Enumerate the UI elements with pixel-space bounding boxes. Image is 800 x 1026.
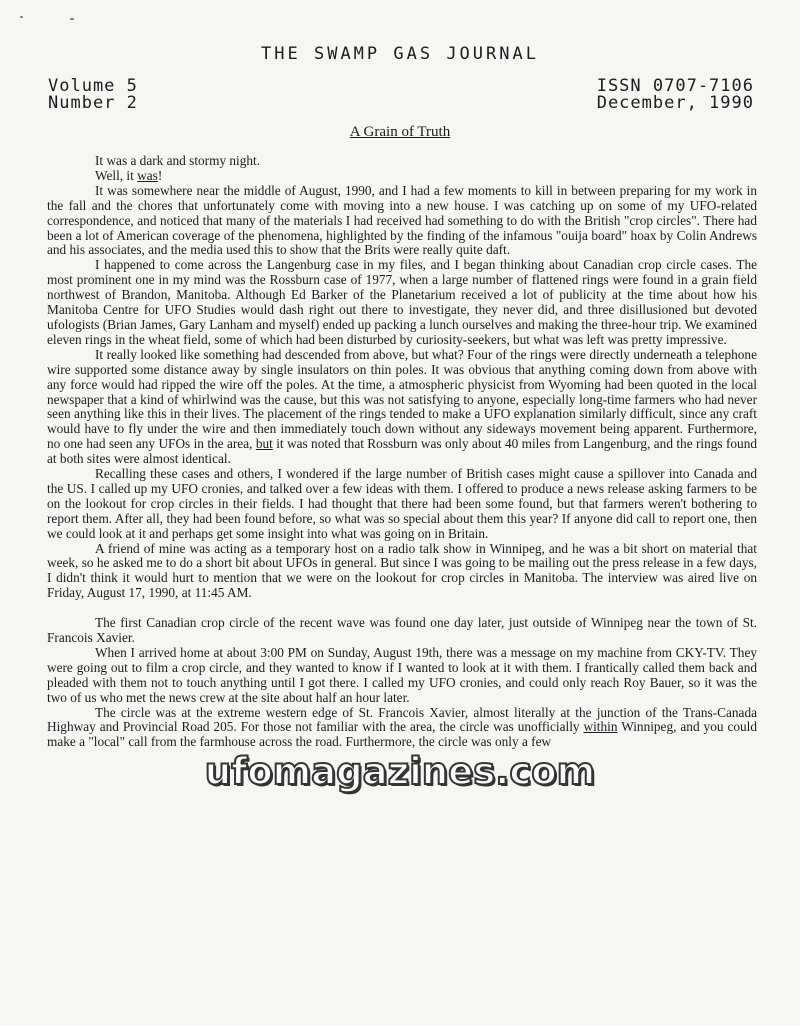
volume-number-block <box>48 78 138 112</box>
paragraph: It was a dark and stormy night. <box>95 153 261 168</box>
journal-masthead: THE SWAMP GAS JOURNAL <box>261 44 539 64</box>
volume-label: Volume 5 <box>48 76 138 96</box>
paragraph: The circle was at the extreme western edge of St. Francois Xavier, almost literally at the junction of the Trans-Canada Highway and Provincial Road 205. For those not familiar with the area, the circle was unofficially within Winnipeg, and you could make a "local" call from the farmhouse across the road. Furthermore, the circle was only a few <box>47 704 757 750</box>
paragraph: I happened to come across the Langenburg case in my files, and I began thinking about Canadian crop circle cases. The most prominent one in my mind was the Rossburn case of 1977, when a large number of flattened rings were found in a grain field northwest of Brandon, Manitoba. Although Ed Barker of the Planetarium received a lot of publicity at the time about how his Manitoba Centre for UFO Studies would dash right out there to investigate, they never did, and three disillusioned but devoted ufologists (Brian James, Gary Lanham and myself) ended up packing a lunch ourselves and making the three-hour trip. We examined eleven rings in the wheat field, some of which had been disturbed by curiosity-seekers, but what was left was pretty impressive. <box>47 257 757 347</box>
paragraph: The first Canadian crop circle of the recent wave was found one day later, just outside of Winnipeg near the town of St. Francois Xavier. <box>47 615 757 645</box>
issue-date: December, 1990 <box>596 93 754 113</box>
underlined-word: was <box>137 167 158 183</box>
paragraph: It was somewhere near the middle of August, 1990, and I had a few moments to kill in between preparing for my work in the fall and the chores that unfortunately come with moving into a new house. I was catching up on some of my UFO-related correspondence, and noticed that many of the materials I had received had something to do with the British "crop circles". There had been a lot of American coverage of the phenomena, highlighted by the finding of the infamous "ouija board" hoax by Colin Andrews and his associates, and the media used this to show that the Brits were really quite daft. <box>47 182 757 258</box>
article-title: A Grain of Truth <box>349 124 451 140</box>
number-label: Number 2 <box>48 93 138 113</box>
underlined-word: but <box>255 436 273 452</box>
underlined-word: within <box>583 719 618 735</box>
paragraph: Recalling these cases and others, I wondered if the large number of British cases might cause a spillover into Canada and the US. I called up my UFO cronies, and talked over a few ideas with them. I offered to produce a news release asking farmers to be on the lookout for crop circles in their fields. I had thought that there had been some found, but that farmers weren't bothering to report them. After all, they had been found before, so what was so special about them this year? If anyone did call to report one, then we could look at it and perhaps get some insight into what was going on in Britain. <box>47 466 757 541</box>
paragraph: When I arrived home at about 3:00 PM on Sunday, August 19th, there was a message on my machine from CKY-TV. They were going out to film a crop circle, and they wanted to know if I wanted to look at it with them. I frantically called them back and pleaded with them not to touch anything until I got there. I called my UFO cronies, and could only reach Roy Bauer, so it was the two of us who met the news crew at the site about half an hour later. <box>47 644 757 705</box>
scan-speck <box>70 18 74 20</box>
watermark-logo: ufomagazines.com <box>204 750 596 793</box>
paragraph: A friend of mine was acting as a temporary host on a radio talk show in Winnipeg, and he was a bit short on material that week, so he asked me to do a short bit about UFOs in general. But since I was going to be mailing out the press release in a few days, I didn't think it would hurt to mention that we were on the lookout for crop circles in Manitoba. The interview was aired live on Friday, August 17, 1990, at 11:45 AM. <box>47 540 757 601</box>
issn-label: ISSN 0707-7106 <box>596 76 754 96</box>
paragraph: Well, it was! <box>95 167 163 183</box>
issn-date-block <box>597 78 754 112</box>
scan-speck <box>20 16 23 18</box>
article-body <box>47 154 757 750</box>
paragraph: It really looked like something had descended from above, but what? Four of the rings were directly underneath a telephone wire supported some distance away by single insulators on thin poles. It was obvious that anything coming down from above with any force would had ripped the wire off the poles. At the time, a atmospheric physicist from Wyoming had been quoted in the local newspaper that a kind of whirlwind was the cause, but this was not satisfying to anyone, especially long-time farmers who had never seen anything like this in their lives. The placement of the rings tended to make a UFO explanation similarly difficult, since any craft would have to fly under the wire and then immediately touch down without any sideways movement being apparent. Furthermore, no one had seen any UFOs in the area, but it was noted that Rossburn was only about 40 miles from Langenburg, and the rings found at both sites were almost identical. <box>47 346 757 467</box>
